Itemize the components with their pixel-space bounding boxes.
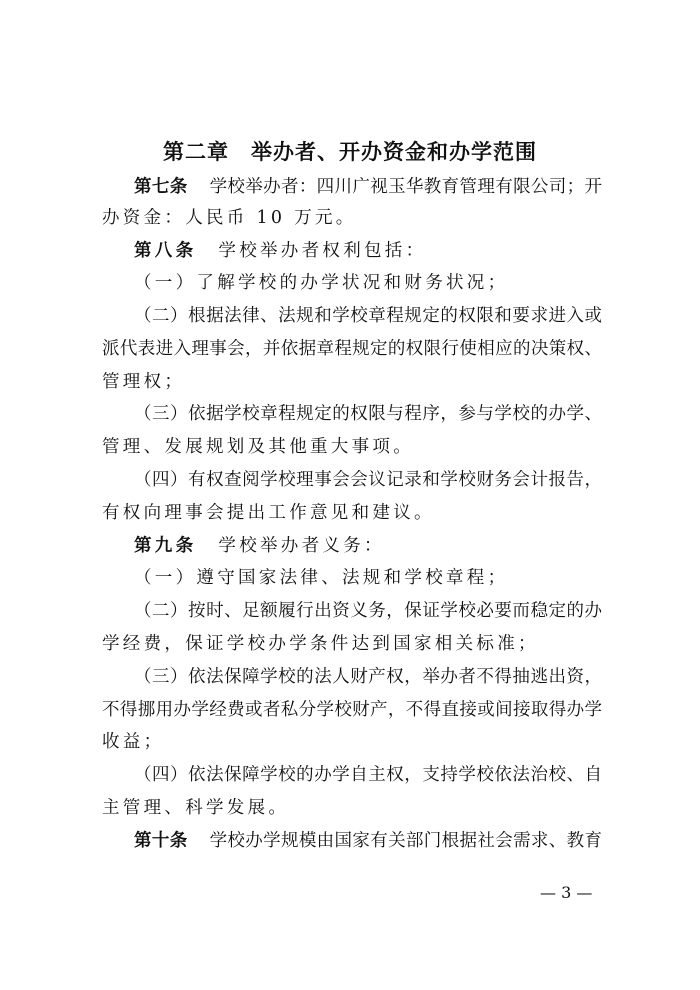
article-9-item-1: （一）遵守国家法律、法规和学校章程；	[134, 568, 509, 588]
article-8-item-3-line-1: （三）依据学校章程规定的权限与程序，参与学校的办学、	[134, 404, 602, 424]
article-7-label: 第七条	[134, 177, 188, 197]
chapter-title: 第二章 举办者、开办资金和办学范围	[163, 139, 537, 164]
article-8-line-1	[134, 240, 602, 262]
article-9-item-3-line-1: （三）依法保障学校的法人财产权，举办者不得抽逃出资，	[134, 667, 602, 687]
article-8-item-2-line-3: 管理权；	[102, 372, 186, 392]
article-10-line-1	[134, 830, 602, 852]
article-8-label: 第八条	[134, 241, 197, 261]
page-number: — 3 —	[540, 883, 593, 902]
article-8-item-4-line-2: 有权向理事会提出工作意见和建议。	[102, 503, 435, 523]
article-9-label: 第九条	[134, 536, 197, 556]
article-10-label: 第十条	[134, 831, 188, 851]
article-7-line-2: 办资金：人民币 10 万元。	[102, 208, 357, 228]
article-8-item-4-line-1: （四）有权查阅学校理事会会议记录和学校财务会计报告，	[134, 470, 602, 490]
article-9-item-2-line-2: 学经费，保证学校办学条件达到国家相关标准；	[102, 634, 539, 654]
article-8-text: 学校举办者权利包括：	[218, 241, 427, 261]
article-8-item-2-line-2: 派代表进入理事会，并依据章程规定的权限行使相应的决策权、	[102, 339, 602, 359]
article-8-item-3-line-2: 管理、发展规划及其他重大事项。	[102, 437, 414, 457]
article-9-item-4-line-2: 主管理、科学发展。	[102, 798, 290, 818]
article-9-line-1	[134, 535, 602, 557]
article-9-item-2-line-1: （二）按时、足额履行出资义务，保证学校必要而稳定的办	[134, 601, 602, 621]
article-7-text: 学校举办者：四川广视玉华教育管理有限公司；开	[209, 177, 602, 197]
article-9-text: 学校举办者义务：	[218, 536, 385, 556]
article-8-item-1: （一）了解学校的办学状况和财务状况；	[134, 273, 509, 293]
article-10-text: 学校办学规模由国家有关部门根据社会需求、教育	[209, 831, 602, 851]
article-9-item-3-line-2: 不得挪用办学经费或者私分学校财产，不得直接或间接取得办学	[102, 700, 602, 720]
article-8-item-2-line-1: （二）根据法律、法规和学校章程规定的权限和要求进入或	[134, 306, 602, 326]
article-9-item-4-line-1: （四）依法保障学校的办学自主权，支持学校依法治校、自	[134, 765, 602, 785]
article-7-line-1	[134, 176, 602, 198]
article-9-item-3-line-3: 收益；	[102, 732, 165, 752]
